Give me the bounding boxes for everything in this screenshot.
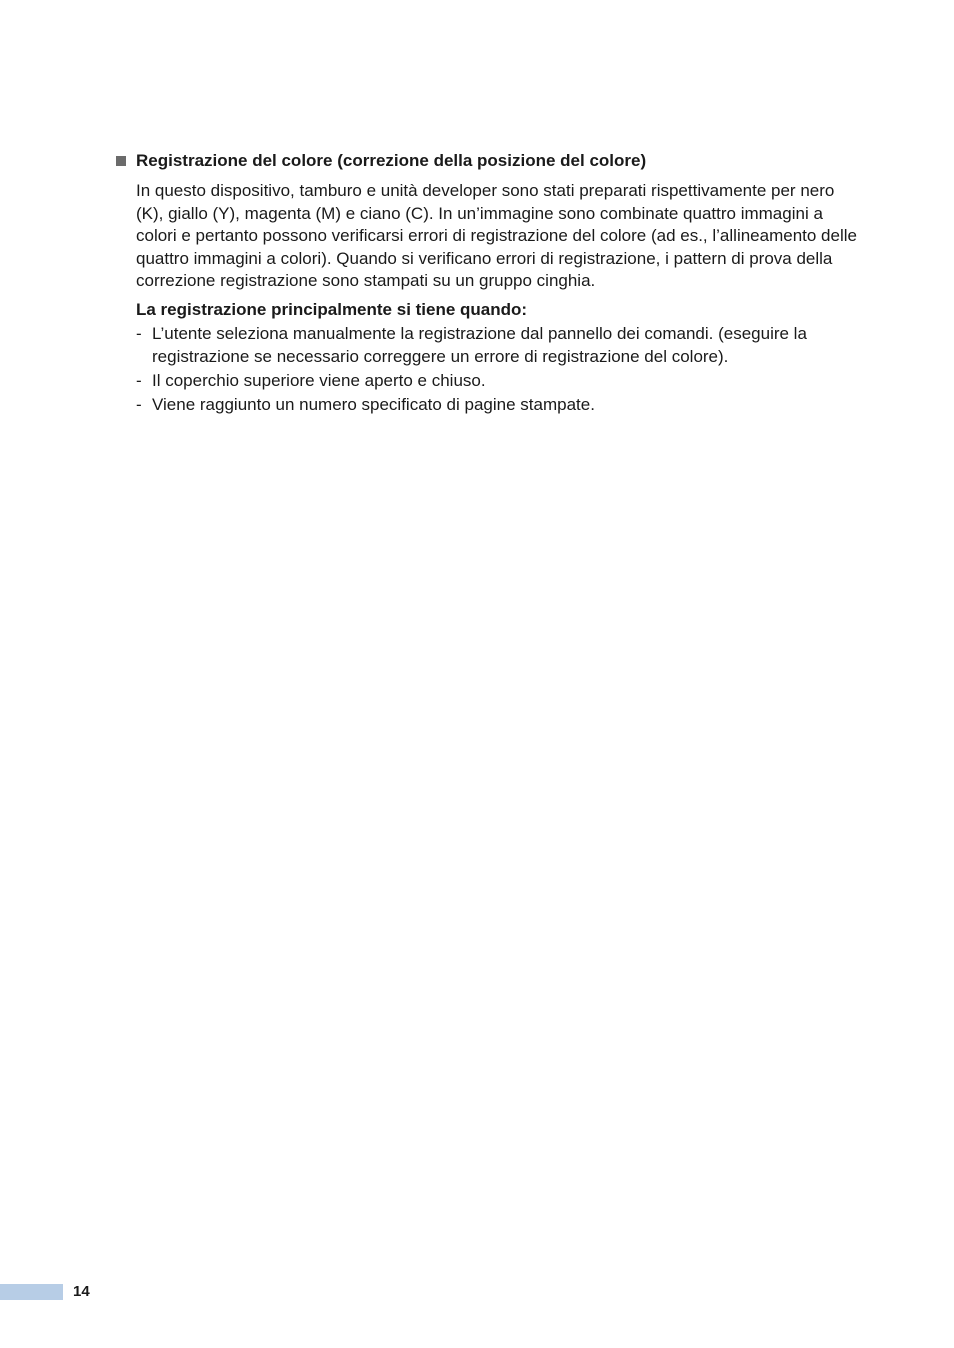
dash-bullet: - (136, 323, 142, 343)
dash-bullet: - (136, 395, 142, 415)
square-bullet-icon (116, 156, 126, 166)
dash-list (136, 323, 876, 417)
list-item-text: L’utente seleziona manualmente la registrazione dal pannello dei comandi. (eseguire la registrazione se necessario correggere un errore di registrazione del colore). (152, 323, 807, 366)
page-number: 14 (73, 1283, 90, 1300)
list-item-text: Il coperchio superiore viene aperto e chiuso. (152, 370, 486, 390)
list-item (136, 323, 876, 368)
dash-bullet: - (136, 370, 142, 390)
list-subheading: La registrazione principalmente si tiene quando: (136, 299, 528, 319)
list-item (136, 394, 876, 417)
list-item (136, 370, 876, 393)
list-item-text: Viene raggiunto un numero specificato di pagine stampate. (152, 395, 595, 415)
footer-color-bar (0, 1284, 63, 1300)
body-paragraph: In questo dispositivo, tamburo e unità developer sono stati preparati rispettivamente per nero (K), giallo (Y), magenta (M) e ciano (C). In un’immagine sono combinate quattro immagini a colori e pertanto possono verificarsi errori di registrazione del colore (ad es., l’allineamento delle quattro immagini a colori). Quando si verificano errori di registrazione, i pattern di prova della correzione registrazione sono stampati su un gruppo cinghia. (136, 181, 857, 291)
section-heading (116, 150, 876, 172)
content-section (116, 150, 876, 419)
section-heading-text: Registrazione del colore (correzione della posizione del colore) (136, 151, 647, 170)
